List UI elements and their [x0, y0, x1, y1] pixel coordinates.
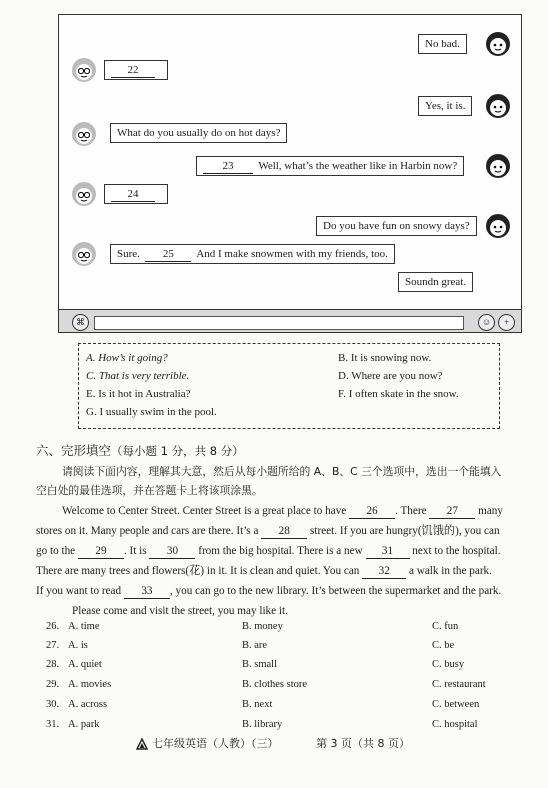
answer-choice-c[interactable]: C. restaurant	[432, 679, 486, 690]
chat-bubble-left	[104, 60, 168, 80]
answer-choice-c[interactable]: C. busy	[432, 659, 465, 670]
option-c: C. That is very terrible.	[86, 370, 190, 382]
message-text: And I make snowmen with my friends, too.	[196, 248, 388, 260]
answer-blank: 26	[349, 504, 395, 519]
logo-icon	[136, 738, 148, 750]
passage-text: street. If you are hungry(饥饿的), you can	[310, 525, 500, 537]
question-number: 26.	[46, 621, 60, 632]
answer-blank: 27	[429, 504, 475, 519]
emoji-icon[interactable]: ☺	[478, 314, 495, 331]
message-text: Well, what’s the weather like in Harbin now?	[258, 160, 458, 172]
question-number: 29.	[46, 679, 60, 690]
girl-avatar-icon	[484, 152, 512, 180]
girl-avatar-icon	[484, 92, 512, 120]
answer-blank: 32	[362, 564, 406, 579]
passage-text: a walk in the park.	[409, 565, 492, 577]
answer-choice-b[interactable]: B. next	[242, 699, 273, 710]
passage-text: stores on it. Many people and cars are there. It’s a	[36, 525, 259, 537]
answer-choice-a[interactable]: A. movies	[68, 679, 112, 690]
option-d: D. Where are you now?	[338, 370, 443, 382]
answer-choice-c[interactable]: C. fun	[432, 621, 459, 632]
footer-subject: 七年级英语（人教）（三）	[152, 737, 279, 750]
chat-bubble-right: Do you have fun on snowy days?	[316, 216, 477, 236]
glasses-avatar-icon	[70, 240, 98, 268]
passage-text: many	[478, 505, 503, 517]
passage-line	[36, 584, 501, 599]
answer-choice-b[interactable]: B. money	[242, 621, 283, 632]
answer-blank: 33	[124, 584, 170, 599]
passage-text: If you want to read	[36, 585, 122, 597]
question-number: 30.	[46, 699, 60, 710]
answer-choice-a[interactable]: A. quiet	[68, 659, 102, 670]
answer-choice-a[interactable]: A. park	[68, 719, 100, 730]
passage-text: There are many trees and flowers(花) in it. It is clean and quiet. You can	[36, 565, 360, 577]
glasses-avatar-icon	[70, 120, 98, 148]
score-note: （每小题 1 分，共 8 分）	[111, 444, 244, 458]
message-prefix: Sure.	[117, 248, 140, 260]
glasses-avatar-icon	[70, 56, 98, 84]
passage-line: Please come and visit the street, you may like it.	[72, 605, 288, 617]
answer-choice-c[interactable]: C. between	[432, 699, 480, 710]
answer-blank: 31	[366, 544, 410, 559]
message-input[interactable]	[94, 316, 464, 330]
passage-text: Welcome to Center Street. Center Street is a great place to have	[62, 505, 347, 517]
question-number: 27.	[46, 640, 60, 651]
answer-blank: 23	[203, 160, 253, 174]
footer-page: 第 3 页（共 8 页）	[316, 737, 410, 750]
chat-bubble-left: What do you usually do on hot days?	[110, 123, 287, 143]
answer-choice-c[interactable]: C. be	[432, 640, 455, 651]
answer-choice-b[interactable]: B. library	[242, 719, 283, 730]
answer-choice-a[interactable]: A. across	[68, 699, 108, 710]
answer-choice-b[interactable]: B. are	[242, 640, 268, 651]
answer-choice-b[interactable]: B. clothes store	[242, 679, 308, 690]
passage-line	[36, 564, 492, 579]
answer-blank: 28	[261, 524, 307, 539]
chat-bubble-right: No bad.	[418, 34, 467, 54]
option-b: B. It is snowing now.	[338, 352, 432, 364]
answer-choice-a[interactable]: A. time	[68, 621, 100, 632]
section-heading	[36, 444, 244, 458]
section-title: 六、完形填空	[36, 443, 112, 458]
add-icon[interactable]: +	[498, 314, 515, 331]
glasses-avatar-icon	[70, 180, 98, 208]
girl-avatar-icon	[484, 212, 512, 240]
passage-text: go to the	[36, 545, 76, 557]
passage-text: . There	[395, 505, 427, 517]
passage-line	[62, 504, 503, 519]
passage-text: , you can go to the new library. It’s between the supermarket and the park.	[169, 585, 502, 597]
answer-choice-b[interactable]: B. small	[242, 659, 278, 670]
answer-choice-a[interactable]: A. is	[68, 640, 88, 651]
answer-choice-c[interactable]: C. hospital	[432, 719, 478, 730]
passage-line	[36, 524, 500, 539]
instruction-line: 请阅读下面内容，理解其大意，然后从每小题所给的 A、B、C 三个选项中，选出一个能填入	[62, 465, 502, 478]
answer-blank: 29	[78, 544, 124, 559]
option-a: A. How’s it going?	[86, 352, 168, 364]
passage-text: . It is	[123, 545, 147, 557]
passage-text: from the big hospital. There is a new	[198, 545, 363, 557]
instruction-line: 空白处的最佳选项，并在答题卡上将该项涂黑。	[36, 484, 263, 497]
answer-blank: 24	[111, 188, 155, 202]
passage-line	[36, 544, 501, 559]
option-g: G. I usually swim in the pool.	[86, 406, 217, 418]
answer-blank: 22	[111, 64, 155, 78]
girl-avatar-icon	[484, 30, 512, 58]
answer-blank: 30	[149, 544, 195, 559]
question-number: 28.	[46, 659, 60, 670]
chat-bubble-right: Yes, it is.	[418, 96, 472, 116]
chat-bubble-right	[196, 156, 464, 176]
question-number: 31.	[46, 719, 60, 730]
option-e: E. Is it hot in Australia?	[86, 388, 191, 400]
chat-bubble-left	[110, 244, 395, 264]
menu-icon[interactable]: ⌘	[72, 314, 89, 331]
chat-bubble-left	[104, 184, 168, 204]
option-f: F. I often skate in the snow.	[338, 388, 459, 400]
answer-blank: 25	[145, 248, 191, 262]
chat-bubble-right: Soundn great.	[398, 272, 473, 292]
passage-text: next to the hospital.	[412, 545, 501, 557]
